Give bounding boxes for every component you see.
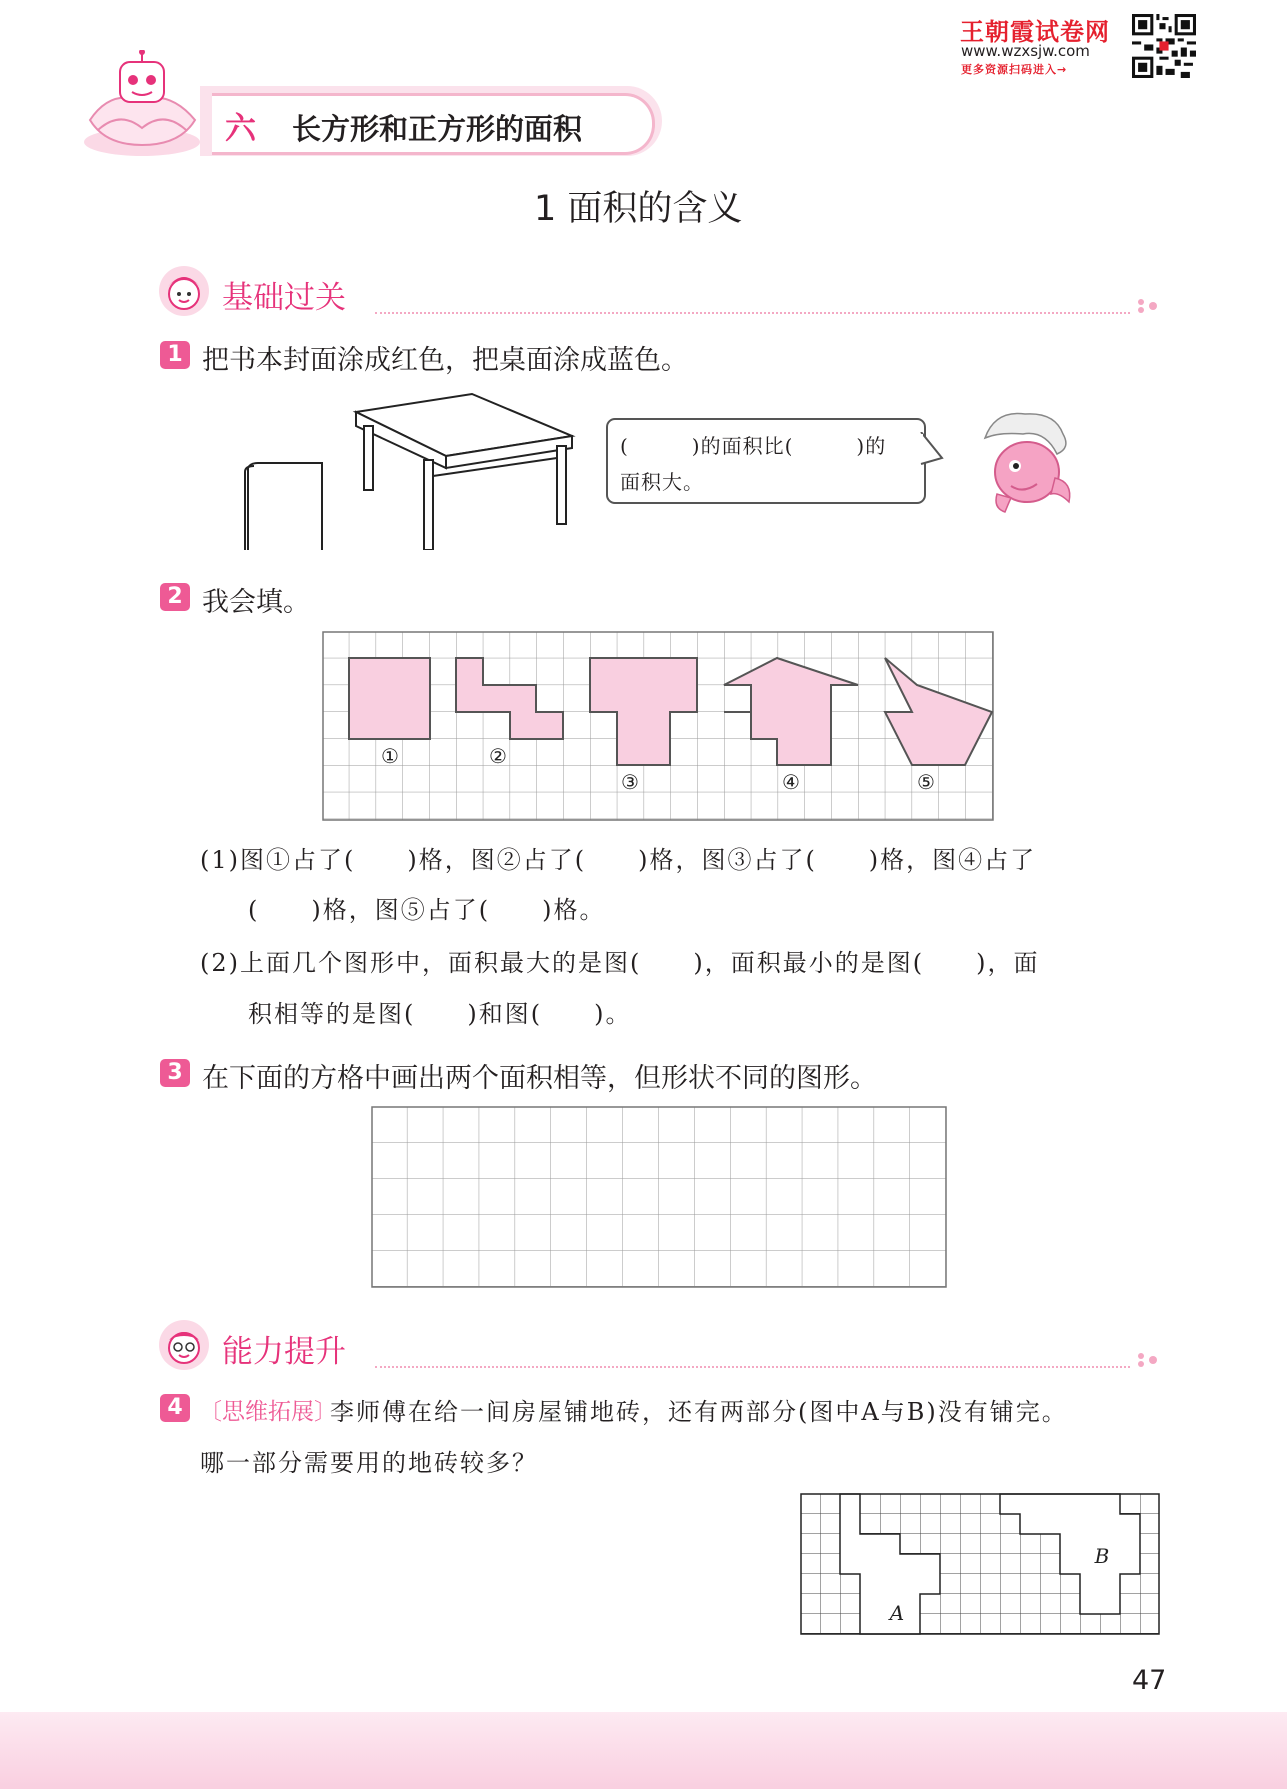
question-4-line1: 李师傅在给一间房屋铺地砖，还有两部分(图中A与B)没有铺完。 <box>330 1398 1068 1426</box>
region-b-label: B <box>1094 1544 1110 1568</box>
brand-url: www.wzxsjw.com <box>961 42 1090 60</box>
brand-title: 王朝霞试卷网 <box>960 18 1110 46</box>
brand-tip: 更多资源扫码进入→ <box>961 63 1068 76</box>
table-icon <box>356 394 572 550</box>
section-title-basic: 基础过关 <box>222 280 346 316</box>
region-a-label: A <box>889 1601 905 1625</box>
q2-sub2-line2: 积相等的是图( )和图( )。 <box>248 1000 632 1028</box>
question-number-badge: 4 <box>160 1394 190 1422</box>
page-number: 47 <box>1132 1665 1167 1696</box>
q2-sub1-line1: (1)图①占了( )格，图②占了( )格，图③占了( )格，图④占了 <box>200 846 1037 874</box>
lesson-title: 1 面积的含义 <box>534 189 743 229</box>
floor-tile-diagram <box>800 1493 1160 1635</box>
q2-sub1-line2: ( )格，图⑤占了( )格。 <box>248 896 606 924</box>
question-1-text: 把书本封面涂成红色，把桌面涂成蓝色。 <box>202 345 688 376</box>
robot-mascot-icon <box>80 50 205 160</box>
unit-title: 长方形和正方形的面积 <box>292 112 583 146</box>
shape-1 <box>349 658 430 739</box>
shape-label-1: ① <box>381 744 399 768</box>
shape-grid <box>322 631 994 823</box>
question-3-text: 在下面的方格中画出两个面积相等，但形状不同的图形。 <box>202 1063 877 1094</box>
dots-decoration-icon <box>1135 298 1161 314</box>
question-number-badge: 2 <box>160 583 190 611</box>
shape-label-3: ③ <box>621 770 639 794</box>
bubble-line-2: 面积大。 <box>620 470 704 494</box>
unit-number: 六 <box>225 111 256 147</box>
book-icon <box>245 463 322 550</box>
boy-mascot-icon <box>157 1318 211 1372</box>
question-number-badge: 1 <box>160 341 190 369</box>
dolphin-mascot-icon <box>975 408 1075 518</box>
section-divider <box>375 1366 1130 1368</box>
book-and-table-illustration <box>240 390 580 550</box>
section-divider <box>375 312 1130 314</box>
question-number-badge: 3 <box>160 1059 190 1087</box>
dots-decoration-icon <box>1135 1352 1161 1368</box>
shape-label-4: ④ <box>782 770 800 794</box>
q2-sub2-line1: (2)上面几个图形中，面积最大的是图( )，面积最小的是图( )，面 <box>200 949 1040 977</box>
section-title-advanced: 能力提升 <box>222 1334 346 1370</box>
bubble-line-1: ( )的面积比( )的 <box>620 434 887 458</box>
shape-label-5: ⑤ <box>917 770 935 794</box>
footer-band <box>0 1712 1287 1789</box>
speech-bubble-tail <box>920 432 960 472</box>
shape-label-2: ② <box>489 744 507 768</box>
qr-code-icon[interactable] <box>1132 14 1196 78</box>
thinking-extension-tag: 〔思维拓展〕 <box>199 1399 337 1425</box>
question-4-line2: 哪一部分需要用的地砖较多？ <box>200 1449 538 1477</box>
girl-mascot-icon <box>157 264 211 318</box>
drawing-grid[interactable] <box>371 1106 947 1288</box>
question-2-text: 我会填。 <box>202 587 310 618</box>
